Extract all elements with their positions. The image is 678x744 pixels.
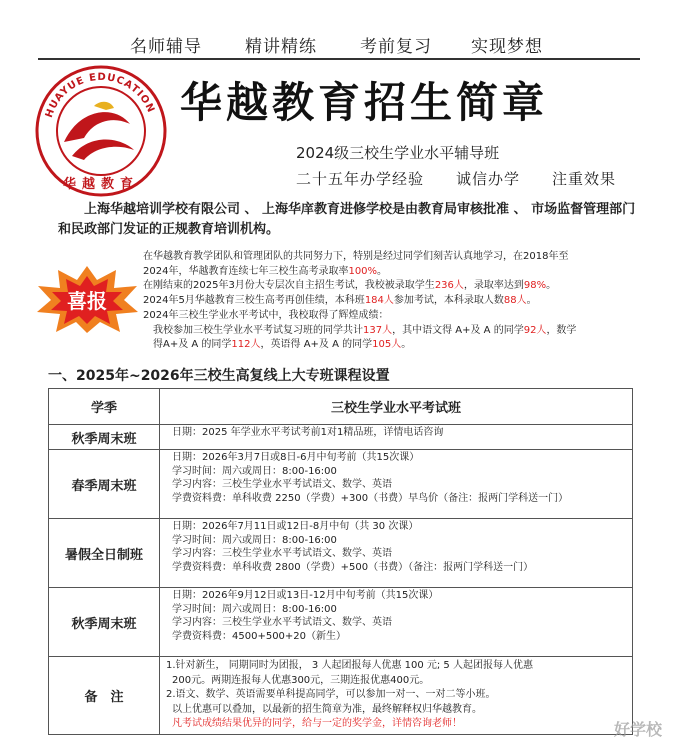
season-name: 春季周末班 xyxy=(49,450,160,519)
detail-line: 日期：2026年7月11日或12日-8月中旬（共 30 次课） xyxy=(172,521,419,532)
course-detail xyxy=(160,519,633,588)
nav-item-4: 实现梦想 xyxy=(471,37,543,57)
news-text: ，其中语文得 A+及 A 的同学 xyxy=(392,324,524,336)
news-line xyxy=(143,338,633,353)
news-highlight: 98% xyxy=(523,280,547,292)
news-line xyxy=(143,294,633,309)
news-text: 在华越教育教学团队和管理团队的共同努力下，特别是经过同学们刻苦认真地学习，在2018年至 xyxy=(143,251,569,262)
header-season: 学季 xyxy=(49,389,160,425)
good-news-badge xyxy=(34,264,140,334)
news-text: 我校参加三校生学业水平考试复习班的同学共计 xyxy=(153,324,363,336)
detail-line: 学习时间：周六或周日：8:00-16:00 xyxy=(172,603,337,615)
news-text: 。 xyxy=(401,339,412,351)
section-heading: 一、2025年~2026年三校生高复线上大专班课程设置 xyxy=(48,368,390,384)
news-badge-text: 喜报 xyxy=(67,289,107,313)
news-line xyxy=(143,279,633,294)
course-subtitle: 2024级三校生学业水平辅导班 xyxy=(296,144,500,162)
table-row xyxy=(49,450,633,519)
news-highlight: 92人 xyxy=(523,324,547,336)
news-text: ，数学 xyxy=(546,324,577,336)
news-text: 。 xyxy=(546,280,557,292)
news-highlight: 88人 xyxy=(503,295,527,307)
course-detail xyxy=(160,425,633,450)
detail-line: 学费资料费：单科收费 2250（学费）+300（书费）早鸟价（备注：报两门学科送一门） xyxy=(172,492,569,504)
note-line: 以上优惠可以叠加，以最新的招生简章为准，最终解释权归华越教育。 xyxy=(172,703,482,715)
table-header-row xyxy=(49,389,633,425)
news-line xyxy=(143,309,633,324)
detail-line: 日期：2025 年学业水平考试考前1对1精品班，详情电话咨询 xyxy=(172,427,444,438)
notes-label: 备 注 xyxy=(49,657,160,735)
nav-item-1: 名师辅导 xyxy=(130,37,202,57)
news-highlight: 100% xyxy=(348,265,378,277)
news-text: 。 xyxy=(377,265,388,277)
news-highlight: 184人 xyxy=(364,295,394,307)
news-text: 得A+及 A 的同学 xyxy=(153,339,232,351)
logo-bottom-text: 华越教育 xyxy=(62,177,140,192)
top-nav xyxy=(38,0,640,60)
good-news-text xyxy=(143,250,633,353)
news-line xyxy=(143,265,633,280)
detail-line: 日期：2026年3月7日或8日-6月中旬考前（共15次课） xyxy=(172,452,420,463)
note-line: 200元。两期连报每人优惠300元，三期连报优惠400元。 xyxy=(172,674,430,686)
note-line: 凡考试成绩结果优异的同学，给与一定的奖学金，详情咨询老师！ xyxy=(172,718,462,729)
course-detail xyxy=(160,588,633,657)
huayue-logo xyxy=(34,64,168,198)
news-text: 在刚结束的2025年3月份大专层次自主招生考试，我校被录取学生 xyxy=(143,280,435,292)
course-table xyxy=(48,388,633,735)
news-highlight: 137人 xyxy=(363,324,393,336)
news-text: 2024年，华越教育连续七年三校生高考录取率 xyxy=(143,265,349,277)
table-row xyxy=(49,425,633,450)
detail-line: 学习内容：三校生学业水平考试语文、数学、英语 xyxy=(172,479,392,490)
note-line: 1.针对新生， 同期同时为团报， 3 人起团报每人优惠 100 元; 5 人起团报每人优惠 xyxy=(166,660,533,671)
news-highlight: 236人 xyxy=(434,280,464,292)
nav-item-3: 考前复习 xyxy=(360,37,432,57)
header-course: 三校生学业水平考试班 xyxy=(160,389,633,425)
watermark: 好学校 xyxy=(613,720,662,739)
detail-line: 学习内容：三校生学业水平考试语文、数学、英语 xyxy=(172,617,392,628)
course-detail xyxy=(160,450,633,519)
season-name: 暑假全日制班 xyxy=(49,519,160,588)
news-text: 参加考试，本科录取人数 xyxy=(393,295,504,307)
news-highlight: 112人 xyxy=(231,339,261,351)
nav-item-2: 精讲精练 xyxy=(245,37,317,57)
detail-line: 日期：2026年9月12日或13日-12月中旬考前（共15次课） xyxy=(172,590,439,601)
notes-content xyxy=(160,657,633,735)
season-name: 秋季周末班 xyxy=(49,588,160,657)
season-name: 秋季周末班 xyxy=(49,425,160,450)
news-text: 2024年5月华越教育三校生高考再创佳绩，本科班 xyxy=(143,295,365,307)
detail-line: 学习时间：周六或周日：8:00-16:00 xyxy=(172,465,337,477)
news-line xyxy=(143,250,633,265)
notes-row xyxy=(49,657,633,735)
table-row xyxy=(49,519,633,588)
table-row xyxy=(49,588,633,657)
detail-line: 学习时间：周六或周日：8:00-16:00 xyxy=(172,534,337,546)
slogan: 二十五年办学经验 诚信办学 注重效果 xyxy=(296,170,617,188)
detail-line: 学费资料费：单科收费 2800（学费）+500（书费）（备注：报两门学科送一门） xyxy=(172,561,534,573)
news-text: 2024年三校生学业水平考试中，我校取得了辉煌成绩： xyxy=(143,309,389,321)
detail-line: 学费资料费：4500+500+20（新生） xyxy=(172,630,347,642)
news-text: ，英语得 A+及 A 的同学 xyxy=(260,339,373,351)
logo-arc-text: HUAYUE EDUCATION xyxy=(43,71,157,120)
note-line: 2.语文、数学、英语需要单科提高同学，可以参加一对一、一对二等小班。 xyxy=(166,689,496,700)
page-title: 华越教育招生简章 xyxy=(180,78,549,127)
detail-line: 学习内容：三校生学业水平考试语文、数学、英语 xyxy=(172,548,392,559)
news-text: ，录取率达到 xyxy=(463,280,524,292)
news-highlight: 105人 xyxy=(372,339,402,351)
intro-paragraph: 上海华越培训学校有限公司 、 上海华庠教育进修学校是由教育局审核批准 、 市场监督管理部门和民政部门发证的正规教育培训机构。 xyxy=(58,202,636,237)
news-line xyxy=(143,324,633,339)
news-text: 。 xyxy=(526,295,537,307)
